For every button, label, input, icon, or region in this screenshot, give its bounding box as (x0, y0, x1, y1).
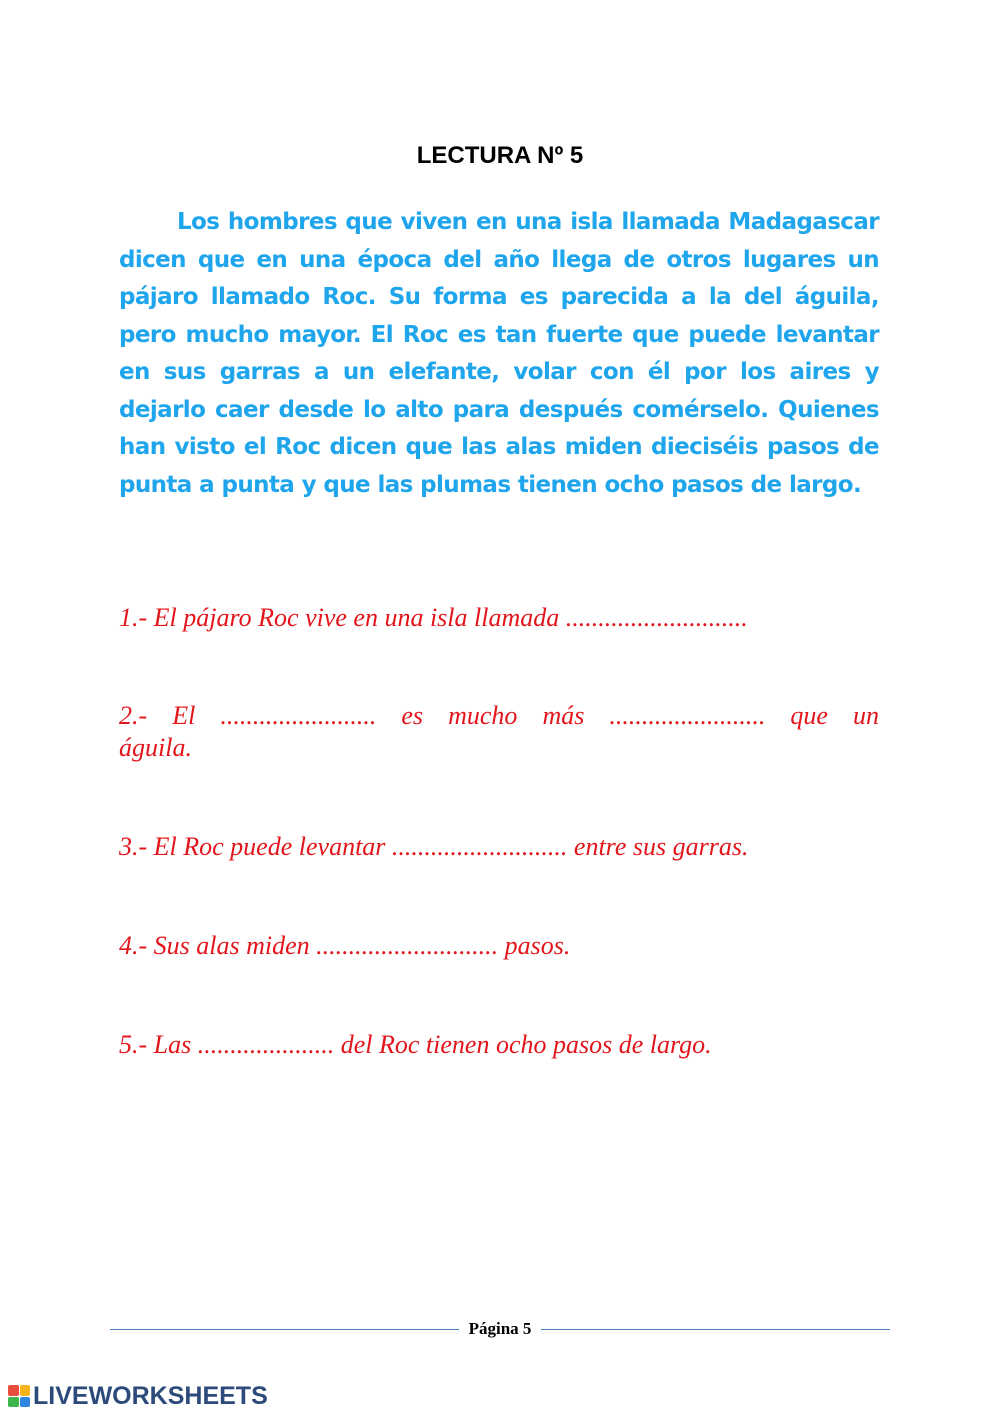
logo-square (8, 1385, 19, 1396)
question-2-line-1 (119, 700, 879, 732)
logo-square (20, 1385, 31, 1396)
question-2-word: un (852, 701, 879, 730)
brand-watermark (8, 1382, 268, 1410)
question-2-word: más (542, 701, 585, 730)
question-2-blank-2: ........................ (609, 701, 766, 730)
footer-divider-left (110, 1329, 459, 1330)
question-2-line-2: águila. (119, 733, 192, 762)
question-5: 5.- Las ..................... del Roc tienen ocho pasos de largo. (119, 1030, 712, 1059)
question-2 (119, 700, 879, 764)
question-2-word: El (172, 701, 196, 730)
page-footer (110, 1318, 890, 1340)
question-2-blank-1: ........................ (220, 701, 377, 730)
reading-passage: Los hombres que viven en una isla llamada Madagascar dicen que en una época del año llega de otros lugares un pájaro llamado Roc. Su forma es parecida a la del águila, pero mucho mayor. El Roc es tan fuerte que puede levantar en sus garras a un elefante, volar con él por los aires y dejarlo caer desde lo alto para después comérselo. Quienes han visto el Roc dicen que las alas miden dieciséis pasos de punta a punta y que las plumas tienen ocho pasos de largo. (119, 209, 879, 498)
page-number: Página 5 (468, 1319, 532, 1338)
question-1: 1.- El pájaro Roc vive en una isla llamada ............................ (119, 603, 748, 632)
question-4: 4.- Sus alas miden ............................ pasos. (119, 931, 571, 960)
logo-square (8, 1397, 19, 1408)
question-2-word: que (790, 701, 828, 730)
question-2-word: mucho (448, 701, 518, 730)
question-3: 3.- El Roc puede levantar ........................... entre sus garras. (119, 832, 749, 861)
logo-square (20, 1397, 31, 1408)
page-title: LECTURA Nº 5 (416, 142, 584, 169)
question-2-word: es (401, 701, 424, 730)
question-2-number: 2.- (119, 701, 148, 730)
brand-name: LIVEWORKSHEETS (33, 1381, 268, 1410)
liveworksheets-logo-icon (8, 1385, 30, 1407)
footer-divider-right (541, 1329, 890, 1330)
